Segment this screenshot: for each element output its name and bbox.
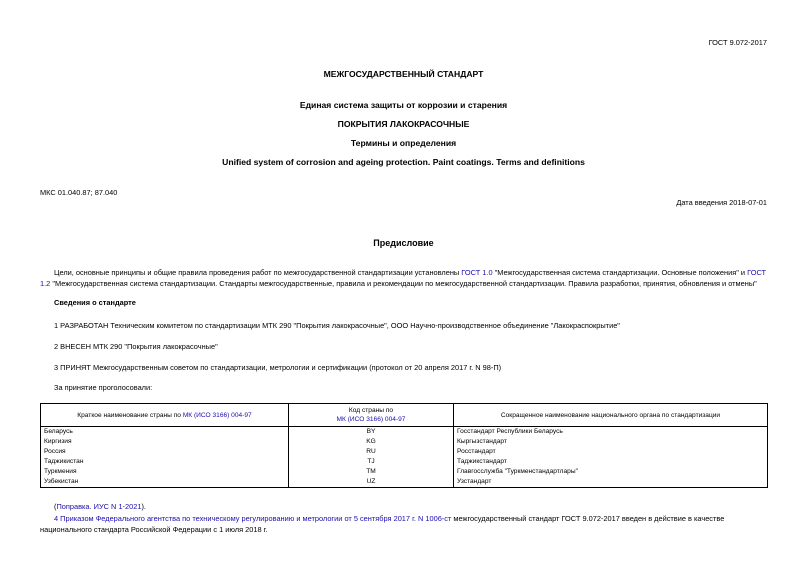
country-cell: Россия bbox=[41, 447, 289, 457]
preface-text-2: "Межгосударственная система стандартизации. Основные положения" и bbox=[492, 268, 748, 277]
body-cell: Узстандарт bbox=[454, 477, 768, 488]
subject-title: ПОКРЫТИЯ ЛАКОКРАСОЧНЫЕ bbox=[337, 119, 470, 129]
code-cell: TJ bbox=[289, 457, 454, 467]
table-header-row bbox=[41, 404, 768, 427]
preface-paragraph bbox=[40, 267, 770, 289]
preface-text-3: "Межгосударственная система стандартизации. Стандарты межгосударственные, правила и рекомендации по межгосударственной стандартизации. Правила разработки, принятия, обновления и отмены" bbox=[50, 279, 757, 288]
preface-heading: Предисловие bbox=[373, 238, 434, 248]
table-row bbox=[41, 447, 768, 457]
code-cell: BY bbox=[289, 427, 454, 438]
order-text: межгосударственный стандарт ГОСТ 9.072-2017 введен в действие в качестве национального стандарта Российской Федерации с 1 июля 2018 г. bbox=[40, 514, 725, 534]
amendment-open-paren: ( bbox=[54, 502, 57, 511]
voted-label: За принятие проголосовали: bbox=[54, 383, 153, 392]
country-cell: Туркмения bbox=[41, 467, 289, 477]
column-header-code-text: Код страны по bbox=[348, 407, 394, 414]
table-row bbox=[41, 467, 768, 477]
gost-1-2-link[interactable]: ГОСТ 1.2 bbox=[40, 268, 767, 288]
intro-date: Дата введения 2018-07-01 bbox=[676, 198, 767, 207]
column-header-body: Сокращенное наименование национального органа по стандартизации bbox=[454, 404, 768, 427]
order-link[interactable]: 4 Приказом Федерального агентства по техническому регулированию и метрологии от 5 сентября 2017 г. N 1006-ст bbox=[54, 514, 452, 523]
standard-info-heading: Сведения о стандарте bbox=[54, 298, 136, 307]
amendment-link[interactable]: Поправка. ИУС N 1-2021 bbox=[56, 502, 142, 511]
body-cell: Главгосслужба "Туркменстандартлары" bbox=[454, 467, 768, 477]
system-title: Единая система защиты от коррозии и старения bbox=[299, 100, 508, 110]
item-adopted: 3 ПРИНЯТ Межгосударственным советом по стандартизации, метрологии и сертификации (протокол от 20 апреля 2017 г. N 98-П) bbox=[54, 363, 502, 372]
body-cell: Госстандарт Республики Беларусь bbox=[454, 427, 768, 438]
code-cell: TM bbox=[289, 467, 454, 477]
country-cell: Таджикистан bbox=[41, 457, 289, 467]
country-cell: Беларусь bbox=[41, 427, 289, 438]
body-cell: Росстандарт bbox=[454, 447, 768, 457]
body-cell: Таджикстандарт bbox=[454, 457, 768, 467]
mks-code: МКС 01.040.87; 87.040 bbox=[40, 188, 118, 197]
item-order bbox=[40, 513, 770, 535]
subtitle: Термины и определения bbox=[350, 138, 457, 148]
country-cell: Киргизия bbox=[41, 437, 289, 447]
table-row bbox=[41, 437, 768, 447]
table-row bbox=[41, 477, 768, 488]
standard-type-heading: МЕЖГОСУДАРСТВЕННЫЙ СТАНДАРТ bbox=[323, 69, 484, 79]
document-code: ГОСТ 9.072-2017 bbox=[708, 38, 767, 47]
code-cell: UZ bbox=[289, 477, 454, 488]
column-header-country bbox=[41, 404, 289, 427]
mk-iso-link[interactable]: МК (ИСО 3166) 004-97 bbox=[182, 411, 252, 419]
column-header-country-text: Краткое наименование страны по bbox=[77, 411, 183, 419]
item-submitted: 2 ВНЕСЕН МТК 290 "Покрытия лакокрасочные" bbox=[54, 342, 218, 351]
column-header-code bbox=[289, 404, 454, 427]
amendment-close-paren: ). bbox=[141, 502, 146, 511]
table-row bbox=[41, 427, 768, 438]
amendment-note bbox=[54, 502, 146, 511]
body-cell: Кыргызстандарт bbox=[454, 437, 768, 447]
preface-text-1: Цели, основные принципы и общие правила проведения работ по межгосударственной стандартизации установлены bbox=[54, 268, 462, 277]
code-cell: RU bbox=[289, 447, 454, 457]
table-row bbox=[41, 457, 768, 467]
mk-iso-code-link[interactable]: МК (ИСО 3166) 004-97 bbox=[336, 416, 406, 423]
item-developed: 1 РАЗРАБОТАН Техническим комитетом по стандартизации МТК 290 "Покрытия лакокрасочные", ООО Научно-производственное объединение "Лакокраспокрытие" bbox=[54, 321, 620, 330]
country-cell: Узбекистан bbox=[41, 477, 289, 488]
english-title: Unified system of corrosion and ageing protection. Paint coatings. Terms and definitions bbox=[222, 157, 585, 167]
gost-1-0-link[interactable]: ГОСТ 1.0 bbox=[461, 268, 493, 277]
code-cell: KG bbox=[289, 437, 454, 447]
voting-countries-table bbox=[40, 403, 768, 488]
